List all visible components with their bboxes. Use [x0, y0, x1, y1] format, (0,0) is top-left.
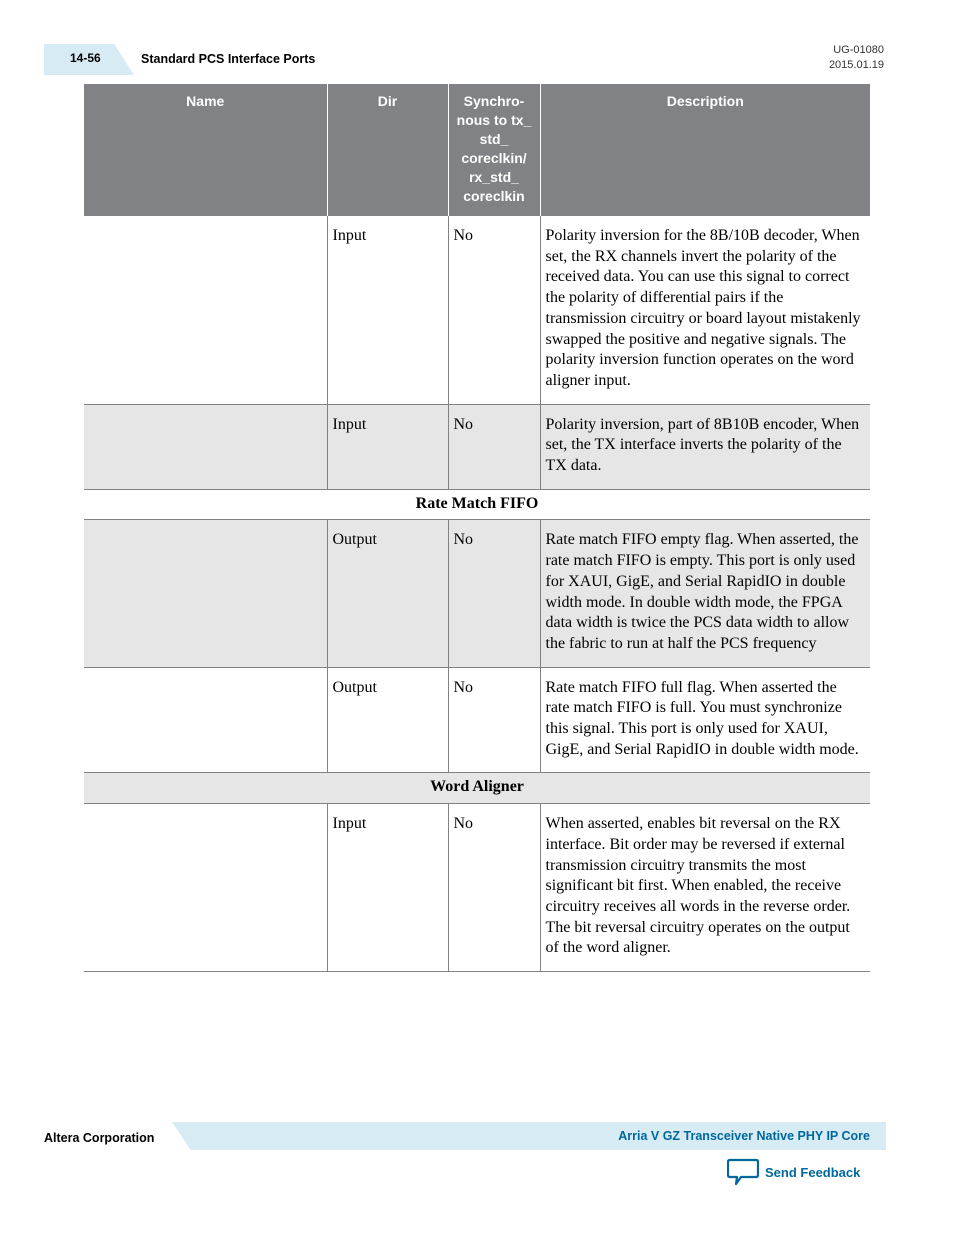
- speech-bubble-icon: [727, 1158, 759, 1186]
- port-name-cell: [84, 216, 327, 404]
- description-cell: Polarity inversion, part of 8B10B encoder, When set, the TX interface inverts the polarity of the TX data.: [540, 404, 870, 489]
- column-header-name: Name: [84, 84, 327, 216]
- table-row: [84, 520, 870, 667]
- synchronous-cell: No: [448, 520, 540, 667]
- product-title[interactable]: Arria V GZ Transceiver Native PHY IP Core: [618, 1129, 870, 1143]
- direction-cell: Output: [327, 667, 448, 773]
- synchronous-cell: No: [448, 216, 540, 404]
- description-cell: Polarity inversion for the 8B/10B decoder, When set, the RX channels invert the polarity of the received data. You can use this signal to correct the polarity of differential pairs if the transmission circuitry or board layout mistakenly swapped the positive and negative signals. The polarity inversion function operates on the word aligner input.: [540, 216, 870, 404]
- synchronous-cell: No: [448, 804, 540, 972]
- table-row: [84, 404, 870, 489]
- doc-number: UG-01080: [833, 44, 884, 56]
- port-name-cell: [84, 520, 327, 667]
- column-header-dir: Dir: [327, 84, 448, 216]
- ports-table: [84, 84, 870, 972]
- description-cell: Rate match FIFO empty flag. When asserted, the rate match FIFO is empty. This port is only used for XAUI, GigE, and Serial RapidIO in double width mode. In double width mode, the FPGA data width is twice the PCS data width to allow the fabric to run at half the PCS frequency: [540, 520, 870, 667]
- table-row: [84, 667, 870, 773]
- synchronous-header-text: Synchro- nous to tx_ std_ coreclkin/ rx_std_ coreclkin: [456, 93, 532, 204]
- page-number: 14-56: [70, 51, 101, 65]
- direction-cell: Input: [327, 804, 448, 972]
- send-feedback-label[interactable]: Send Feedback: [765, 1164, 861, 1180]
- group-header-row: [84, 773, 870, 804]
- column-header-description: Description: [540, 84, 870, 216]
- doc-date: 2015.01.19: [828, 59, 884, 71]
- company-name: Altera Corporation: [44, 1131, 155, 1145]
- group-label: Word Aligner: [84, 773, 870, 804]
- table-row: [84, 216, 870, 404]
- direction-cell: Input: [327, 216, 448, 404]
- synchronous-cell: No: [448, 404, 540, 489]
- column-header-synchronous: [448, 84, 540, 216]
- description-cell: Rate match FIFO full flag. When asserted the rate match FIFO is full. You must synchronize this signal. This port is only used for XAUI, GigE, and Serial RapidIO in double width mode.: [540, 667, 870, 773]
- description-cell: When asserted, enables bit reversal on the RX interface. Bit order may be reversed if external transmission circuitry transmits the most significant bit first. When enabled, the receive circuitry receives all words in the reverse order. The bit reversal circuitry operates on the output of the word aligner.: [540, 804, 870, 972]
- table-header-row: [84, 84, 870, 216]
- table-body: [84, 216, 870, 972]
- group-label: Rate Match FIFO: [84, 489, 870, 520]
- port-name-cell: [84, 667, 327, 773]
- group-header-row: [84, 489, 870, 520]
- document-id: [829, 43, 884, 73]
- direction-cell: Input: [327, 404, 448, 489]
- section-title: Standard PCS Interface Ports: [141, 52, 316, 66]
- send-feedback-link[interactable]: [727, 1158, 860, 1186]
- synchronous-cell: No: [448, 667, 540, 773]
- port-name-cell: [84, 804, 327, 972]
- table-row: [84, 804, 870, 972]
- direction-cell: Output: [327, 520, 448, 667]
- port-name-cell: [84, 404, 327, 489]
